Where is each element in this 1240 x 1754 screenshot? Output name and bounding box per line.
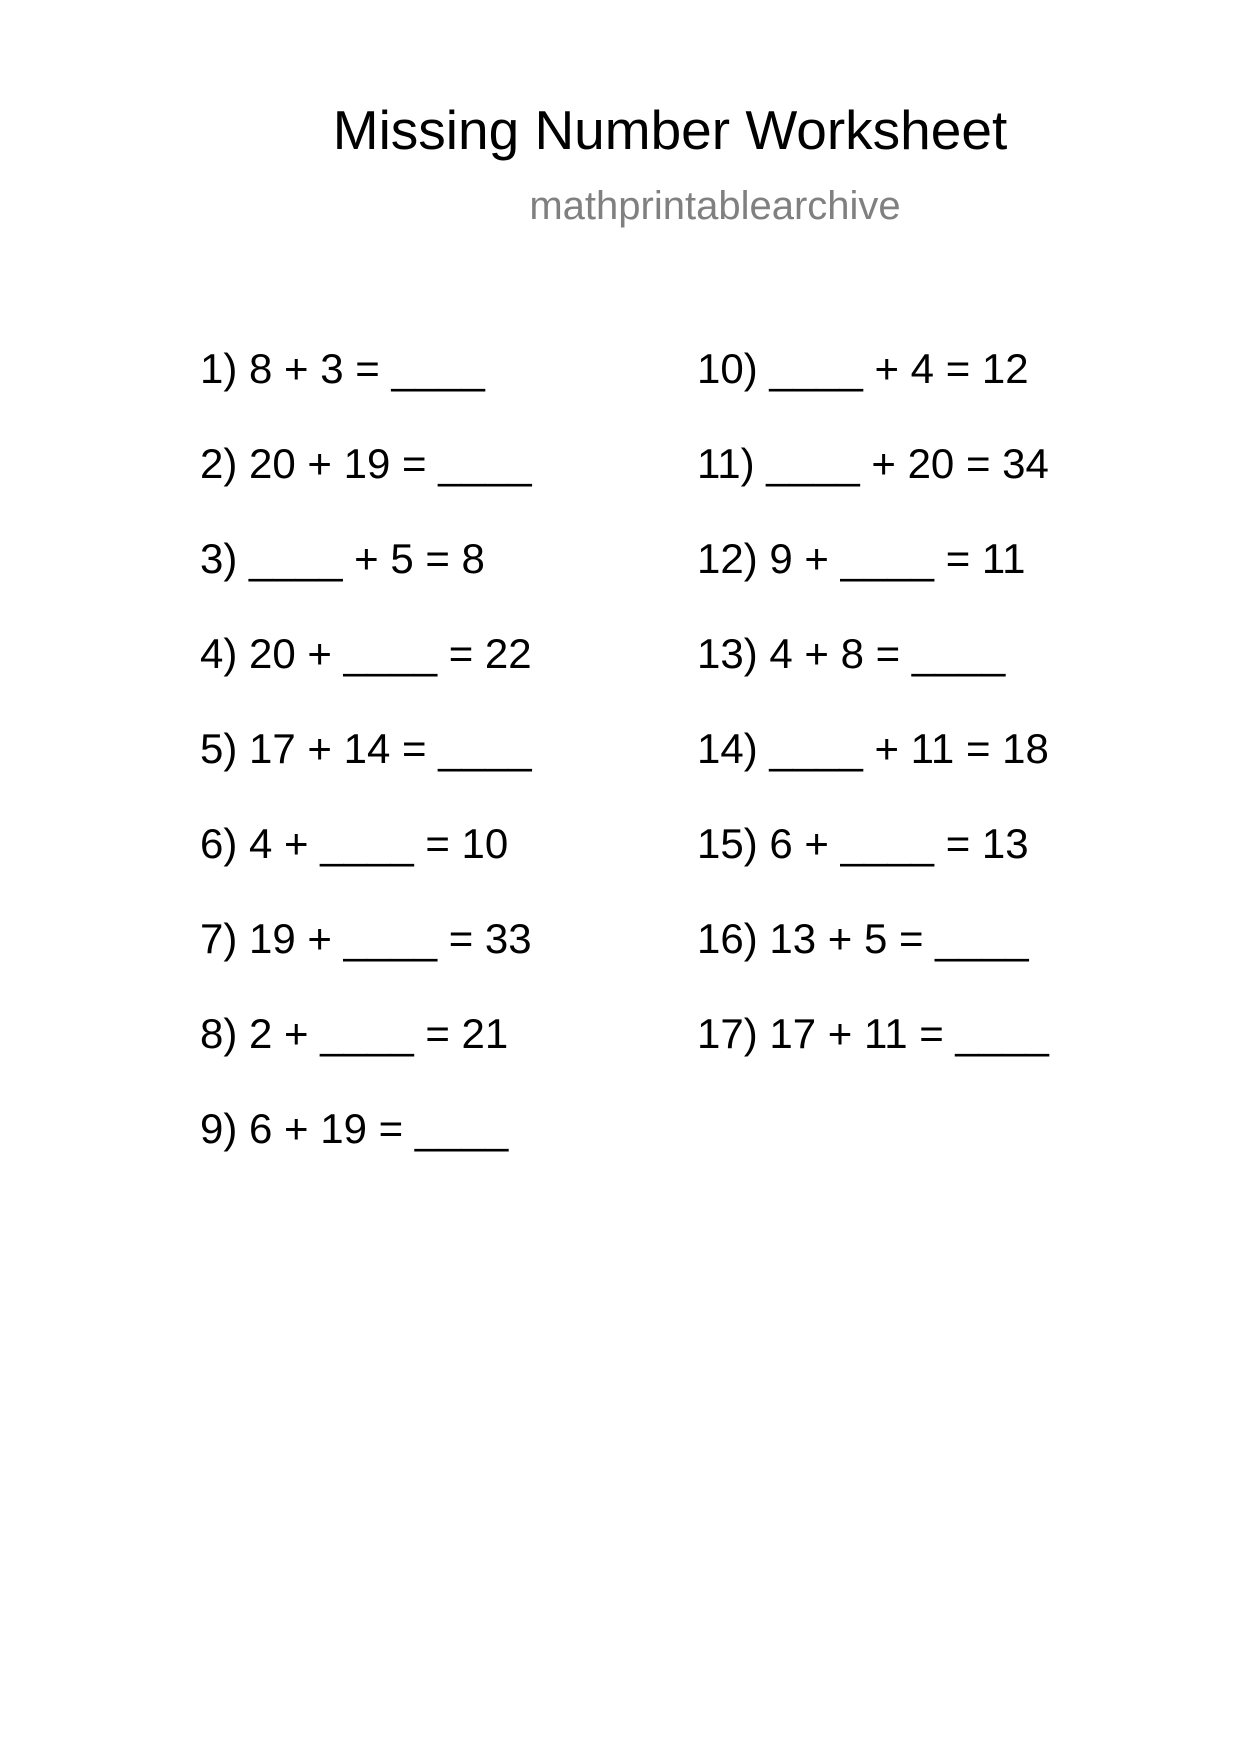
problem-text: 20 + ____ = 22: [249, 630, 532, 677]
problem-9: [200, 1105, 532, 1200]
problem-column-left: [200, 345, 532, 1200]
problem-6: [200, 820, 532, 915]
problem-number: 8): [200, 1010, 238, 1057]
problem-8: [200, 1010, 532, 1105]
page-subtitle: mathprintablearchive: [529, 184, 901, 228]
problem-number: 5): [200, 725, 238, 772]
problem-text: 17 + 14 = ____: [249, 725, 532, 772]
problem-10: [697, 345, 1049, 440]
problem-text: 4 + 8 = ____: [769, 630, 1006, 677]
page-title: Missing Number Worksheet: [332, 99, 1008, 161]
problem-number: 14): [697, 725, 758, 772]
problem-text: ____ + 4 = 12: [769, 345, 1029, 392]
problem-text: 6 + 19 = ____: [249, 1105, 509, 1152]
problem-text: ____ + 20 = 34: [766, 440, 1049, 487]
problem-1: [200, 345, 532, 440]
problem-number: 10): [697, 345, 758, 392]
problem-number: 13): [697, 630, 758, 677]
problem-number: 7): [200, 915, 238, 962]
problem-number: 17): [697, 1010, 758, 1057]
problem-text: 20 + 19 = ____: [249, 440, 532, 487]
problem-column-right: [697, 345, 1049, 1105]
problem-15: [697, 820, 1049, 915]
problem-number: 6): [200, 820, 238, 867]
problem-5: [200, 725, 532, 820]
problem-number: 9): [200, 1105, 238, 1152]
problem-text: 6 + ____ = 13: [769, 820, 1029, 867]
problem-12: [697, 535, 1049, 630]
problem-text: ____ + 5 = 8: [249, 535, 485, 582]
problem-text: 9 + ____ = 11: [769, 535, 1026, 582]
problem-16: [697, 915, 1049, 1010]
problem-3: [200, 535, 532, 630]
problem-number: 3): [200, 535, 238, 582]
problem-2: [200, 440, 532, 535]
problem-text: ____ + 11 = 18: [769, 725, 1049, 772]
problem-number: 12): [697, 535, 758, 582]
problem-text: 4 + ____ = 10: [249, 820, 509, 867]
problem-7: [200, 915, 532, 1010]
problem-number: 1): [200, 345, 238, 392]
problem-13: [697, 630, 1049, 725]
problem-number: 2): [200, 440, 238, 487]
problem-4: [200, 630, 532, 725]
problem-11: [697, 440, 1049, 535]
problem-number: 4): [200, 630, 238, 677]
problem-text: 8 + 3 = ____: [249, 345, 485, 392]
problem-14: [697, 725, 1049, 820]
problem-text: 13 + 5 = ____: [769, 915, 1029, 962]
problem-number: 11): [697, 440, 755, 487]
problem-text: 17 + 11 = ____: [769, 1010, 1049, 1057]
problem-number: 16): [697, 915, 758, 962]
problem-17: [697, 1010, 1049, 1105]
problem-number: 15): [697, 820, 758, 867]
problem-text: 2 + ____ = 21: [249, 1010, 509, 1057]
problem-text: 19 + ____ = 33: [249, 915, 532, 962]
